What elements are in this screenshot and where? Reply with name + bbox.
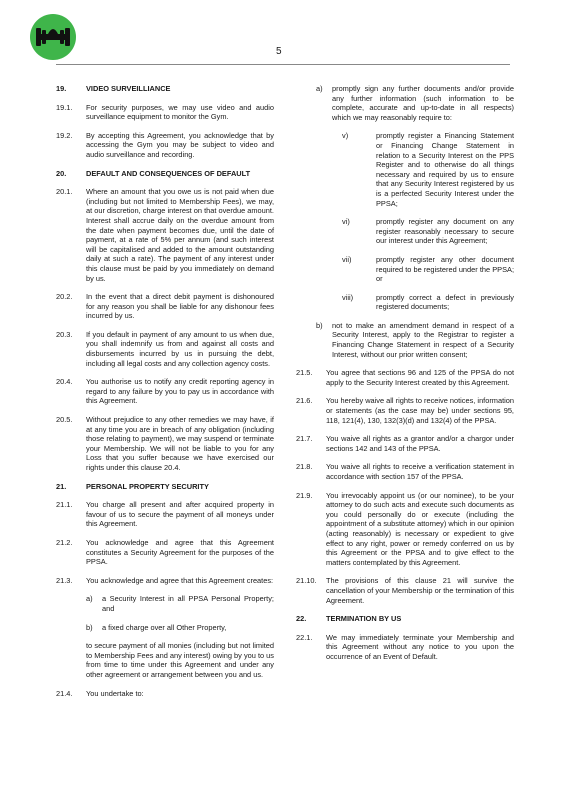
sub-clause: b) a fixed charge over all Other Property, (86, 622, 227, 632)
clause: 20.1. Where an amount that you owe us is not paid when due (including but not limited to Membership Fees), we may, at our discretion, charge interest on that overdue amount. Interest shall accrue daily on the overdue amount from the date when payment becomes due, until the date of payment, at a rate of 5% per annum (and such interest will be capitalised and added to the amount outstanding daily at such a rate). The payment of any interest under this clause must be paid by you immediately on demand by us. (56, 187, 274, 283)
left-column (56, 84, 274, 707)
clause: 19.1. For security purposes, we may use video and audio surveillance equipment to monitor the Gym. (56, 102, 274, 122)
clause: 20.2. In the event that a direct debit payment is dishonoured for any reason you shall be liable for any dishonour fees incurred by us. (56, 292, 274, 321)
sub-clause: a) a Security Interest in all PPSA Personal Property; and (86, 594, 274, 613)
clause: 21.3. You acknowledge and agree that this Agreement creates: (56, 575, 274, 585)
sub-clause: b) not to make an amendment demand in respect of a Security Interest, apply to the Registrar to register a Financing Change Statement in respect of a Security Interest, without our prior written consent; (316, 320, 514, 359)
page-number: 5 (276, 46, 282, 57)
sub-sub-clauses (332, 131, 514, 312)
right-column (296, 84, 514, 671)
section-heading: 19. VIDEO SURVEILLIANCE (56, 84, 171, 93)
clause: 21.9. You irrevocably appoint us (or our nominee), to be your attorney to do such acts and execute such documents as you could personally do or execute (including the appointment of a substitute attorney) which in our opinion (acting reasonably) is necessary or expedient to give effect to any right, power or remedy conferred on us by this Agreement or the PPSA and to give effect to the matters contemplated by this Agreement. (296, 490, 514, 567)
clause: 21.5. You agree that sections 96 and 125 of the PPSA do not apply to the Security Interest created by this Agreement. (296, 368, 514, 387)
sub-sub-clause: viii) promptly correct a defect in previously registered documents; (342, 292, 514, 312)
clause: 21.6. You hereby waive all rights to receive notices, information or statements (as the case may be) under sections 95, 118, 121(4), 130, 132(3)(d) and 132(4) of the PPSA. (296, 396, 514, 425)
clause: 20.5. Without prejudice to any other remedies we may have, if at any time you are in breach of any obligation (including those relating to payment), we may suspend or terminate your Membership. We will not be liable to you for any Loss that you suffer because we have exercised our rights under this clause 20.4. (56, 415, 274, 472)
sub-sub-clause: vii) promptly register any other document required to be registered under the PPSA; or (342, 254, 514, 284)
sub-sub-clause: vi) promptly register any document on any register reasonably necessary to secure our interest under this Agreement; (342, 217, 514, 246)
section-heading: 21. PERSONAL PROPERTY SECURITY (56, 481, 209, 491)
clause: 20.4. You authorise us to notify any credit reporting agency in regard to any failure by you to pay us in accordance with this Agreement. (56, 377, 274, 406)
gym-logo (30, 14, 76, 60)
section-heading: 22. TERMINATION BY US (296, 614, 402, 624)
header-rule (56, 64, 510, 65)
clause: 21.8. You waive all rights to receive a verification statement in accordance with section 157 of the PPSA. (296, 462, 514, 481)
dumbbell-icon (30, 14, 76, 60)
clause: 21.1. You charge all present and after acquired property in favour of us to secure the payment of all moneys under this Agreement. (56, 500, 274, 529)
sub-sub-clause: v) promptly register a Financing Statement or Financing Change Statement in relation to a Security Interest on the PPS Register and to otherwise do all things necessary and required by us to ensure that any Security Interest registered by us is a perfected Security Interest under the PPSA; (342, 131, 514, 208)
clause: 21.2. You acknowledge and agree that this Agreement constitutes a Security Agreement for the purposes of the PPSA. (56, 537, 274, 567)
clause: 22.1. We may immediately terminate your Membership and this Agreement without any notice to you upon the occurrence of an Event of Default. (296, 632, 514, 661)
clause: 21.10. The provisions of this clause 21 will survive the cancellation of your Membership or the termination of this Agreement. (296, 576, 514, 605)
clause: 19.2. By accepting this Agreement, you acknowledge that by accessing the Gym you may be subject to video and audio surveillance and recording. (56, 130, 274, 159)
clause: 21.4. You undertake to: (56, 688, 144, 698)
sub-clause: a) promptly sign any further documents and/or provide any further information (such information to be complete, accurate and up-to-date in all respects) which we may reasonably require to: (316, 84, 514, 122)
clause: 20.3. If you default in payment of any amount to us when due, you shall indemnify us from and against all costs and disbursements incurred by us in pursuing the debt, including all legal costs and any collection agency costs. (56, 329, 274, 368)
section-heading: 20. DEFAULT AND CONSEQUENCES OF DEFAULT (56, 168, 251, 178)
clause: 21.7. You waive all rights as a grantor and/or a chargor under sections 142 and 143 of the PPSA. (296, 434, 514, 453)
clause-paragraph: to secure payment of all monies (including but not limited to Membership Fees and any interest) owing by you to us from time to time under this Agreement and under any other agreement or arrangement between you and us. (86, 641, 274, 679)
